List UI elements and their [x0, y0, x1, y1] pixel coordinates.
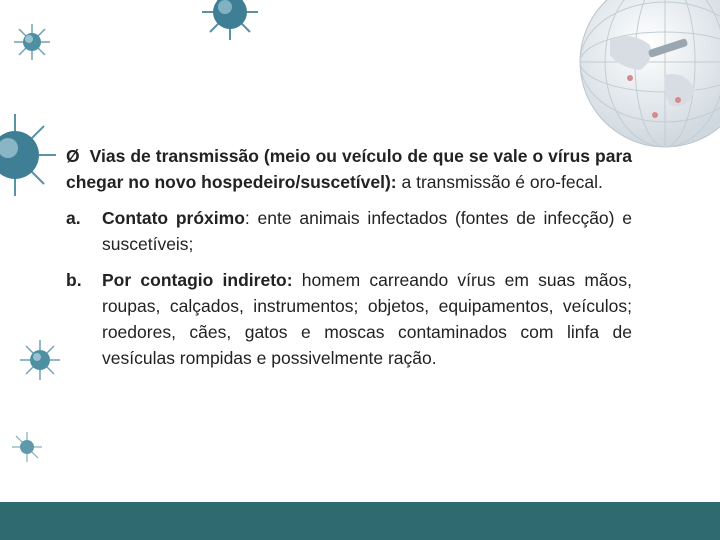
- heading-rest-text: a transmissão é oro-fecal.: [396, 172, 603, 192]
- heading-paragraph: [66, 143, 632, 195]
- list-item-bold: Por contagio indireto:: [102, 270, 293, 290]
- heading-bold-text: Vias de transmissão (meio ou veículo de que se vale o vírus para chegar no novo hospedeiro/suscetível):: [66, 146, 632, 192]
- list-item-text: homem carreando vírus em suas mãos, roupas, calçados, instrumentos; objetos, equipamentos, veículos; roedores, cães, gatos e moscas contaminados com linfa de vesículas rompidas e possivelmente ração.: [102, 270, 632, 368]
- list-item-bold: Contato próximo: [102, 208, 245, 228]
- list-item-a: [66, 205, 632, 257]
- list-marker: a.: [66, 208, 81, 228]
- slide-content: [66, 143, 632, 381]
- globe-decoration: [570, 0, 720, 150]
- list-item-text: : ente animais infectados (fontes de infecção) e suscetíveis;: [102, 208, 632, 254]
- list-marker: b.: [66, 270, 82, 290]
- footer-bar: [0, 502, 720, 540]
- virus-decoration-left-small: [12, 22, 52, 62]
- arrow-bullet-icon: Ø: [66, 146, 80, 166]
- list-item-b: [66, 267, 632, 371]
- virus-decoration-left-bottom: [10, 430, 44, 464]
- virus-decoration-left-large: [0, 110, 60, 200]
- virus-decoration-top: [190, 0, 270, 42]
- virus-decoration-left-mid: [18, 338, 62, 382]
